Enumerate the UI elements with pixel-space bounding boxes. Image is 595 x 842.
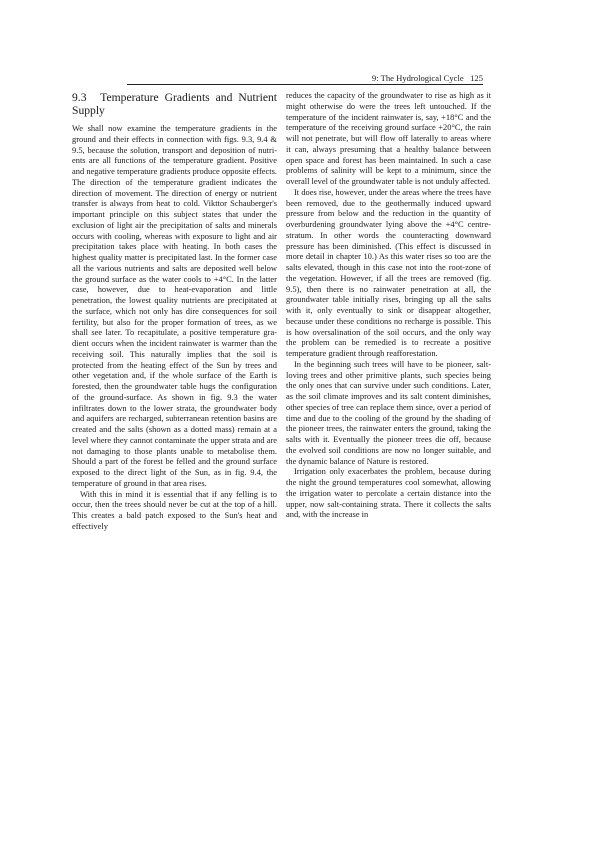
page-number: 125 [470, 73, 483, 83]
left-column [72, 90, 277, 532]
paragraph: In the beginning such trees will have to be pioneer, salt-loving trees and other primitive plants, such species being the only ones that can survive under such conditions. Later, as the soil climate improves and its salt content diminishes, other species of tree can replace them since, over a period of time and due to the cooling of the ground by the shading of the pioneer trees, the rainwater enters the ground, taking the salts with it. Eventually the pioneer trees die off, because the evolved soil conditions are now no longer suitable, and the dynamic balance of Nature is restored. [286, 358, 491, 466]
paragraph: It does rise, however, under the areas where the trees have been removed, due to the geothermally induced upward pressure from below and the reduction in the quantity of overburdening groundwater lying above the +4°C centre-stratum. In other words the counteracting downward pressure has been diminished. (This effect is discussed in more detail in chapter 10.) As this water rises so too are the salts elevated, though in this case not into the root-zone of the vegetation. However, if all the trees are removed (fig. 9.5), then there is no rainwater penetration at all, the groundwater table initially rises, bringing up all the salts with it, only eventually to sink or disappear altogether, because under these conditions no recharge is possible. This is how oversalination of the soil occurs, and the only way the problem can be remedied is to recreate a positive temperature gradient through reafforestation. [286, 186, 491, 358]
section-number: 9.3 [72, 91, 87, 104]
right-column [286, 90, 491, 520]
running-head-title: 9: The Hydrological Cycle [371, 73, 464, 83]
section-title: Temperature Gradients and Nutrient Supply [72, 91, 277, 117]
header-rule [127, 84, 483, 85]
section-heading [72, 91, 277, 117]
paragraph: reduces the capacity of the groundwater to rise as high as it might otherwise do were the trees left untouched. If the temperature of the incident rainwater is, say, +18°C and the temperature of the receiving ground surface +20°C, the rain will not penetrate, but will flow off laterally to areas where it can, always presuming that a healthy balance between open space and forest has been maintained. In such a case problems of salinity will be kept to a minimum, since the overall level of the groundwater table is not unduly affected. [286, 90, 491, 186]
paragraph: We shall now examine the temperature gradients in the ground and their effects in connection with figs. 9.3, 9.4 & 9.5, because the solution, transport and deposition of nutrients are all functions of the temperature gradient. Positive and negative temperature gradients produce opposite effects. The direction of the temperature gradient indicates the direction of movement. The direction of energy or nutrient transfer is always from heat to cold. Vikttor Schauberger's important principle on this subject states that under the exclusion of light air the precipitation of salts and minerals occurs with cooling, whereas with exposure to light and air precipitation takes place with heating. In both cases the highest quality matter is precipitated last. In the former case all the various nutrients and salts are deposited well below the ground surface as the water cools to +4°C. In the latter case, however, due to heat-evaporation and little penetration, the lowest quality nutrients are precipitated at the surface, which not only has dire consequences for soil fertility, but also for the proper formation of trees, as we shall see later. To recapitulate, a positive temperature gradient occurs when the incident rainwater is warmer than the receiving soil. This naturally implies that the soil is protected from the heating effect of the Sun by trees and other vegetation and, if the whole surface of the Earth is forested, then the groundwater table hugs the configuration of the ground-surface. As shown in fig. 9.3 the water infiltrates down to the lower strata, the groundwater body and aquifers are recharged, subterranean retention basins are created and the salts (shown as a dotted mass) remain at a level where they cannot contaminate the upper strata and are not damaging to those plants unable to metabolise them. Should a part of the forest be felled and the ground surface exposed to the direct light of the Sun, as in fig. 9.4, the temperature of ground in that area rises. [72, 123, 277, 488]
paragraph: With this in mind it is essential that if any felling is to occur, then the trees should never be cut at the top of a hill. This creates a bald patch exposed to the Sun's heat and effectively [72, 488, 277, 531]
paragraph: Irrigation only exacerbates the problem, because during the night the ground temperatures cool somewhat, allowing the irrigation water to percolate a certain distance into the upper, now salt-containing strata. There it collects the salts and, with the increase in [286, 466, 491, 520]
